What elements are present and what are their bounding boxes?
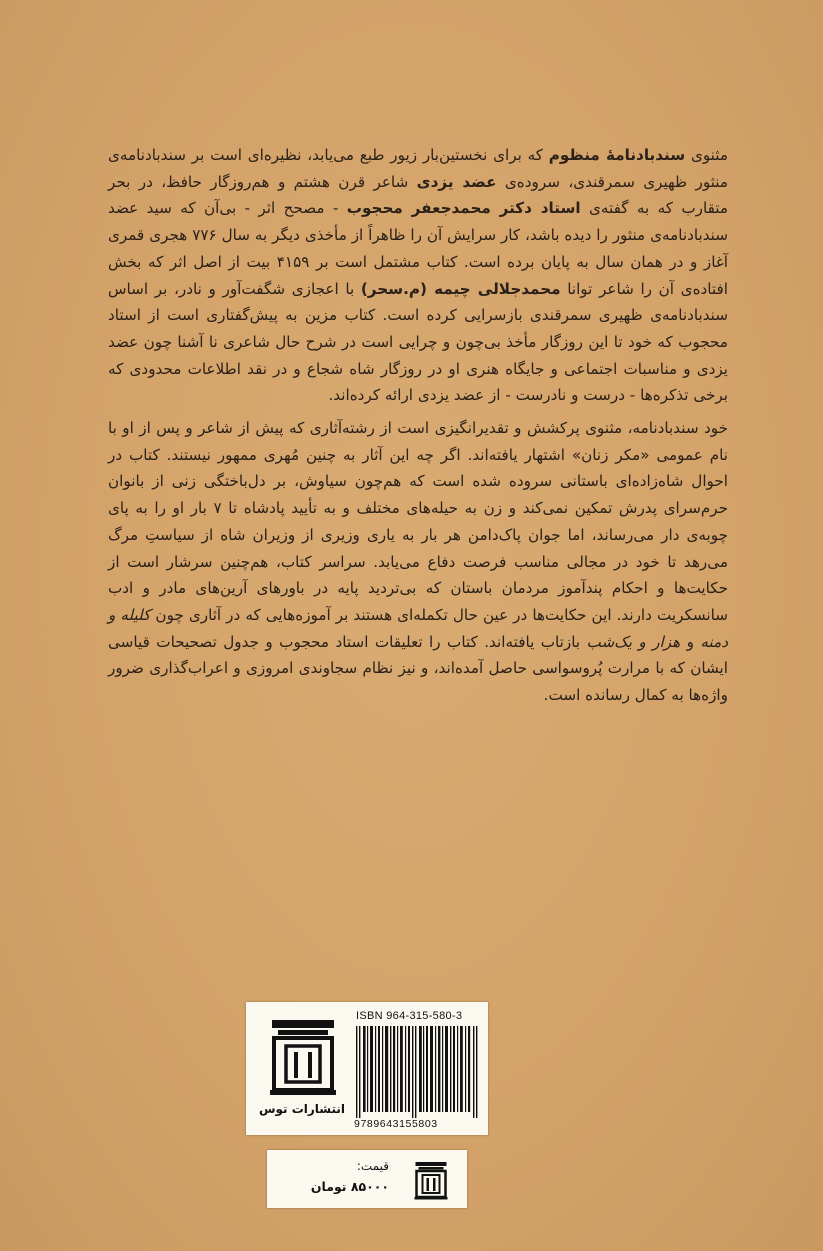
blurb-text: - مصحح اثر - بی‌آن که سید عضد سندبادنامه‌ی منثور را دیده باشد، کار سرایش آن را ظاهراً از مأخذی دیگر به سال ۷۷۶ هجری قمری آغاز و در همان سال به پایان برده است. کتاب مشتمل است بر ۴۱۵۹ بیت از اصل اثر که بخش افتاده‌ی آن را شاعر توانا <box>108 199 728 298</box>
price-label: قیمت: <box>356 1159 389 1173</box>
price-sticker <box>267 1150 467 1208</box>
barcode-icon <box>354 1026 480 1118</box>
isbn-number: ISBN 964-315-580-3 <box>356 1010 463 1022</box>
barcode-digits: 9789643155803 <box>354 1118 438 1130</box>
blurb-paragraph-2 <box>108 415 728 709</box>
publisher-name: انتشارات توس <box>258 1102 346 1116</box>
isbn-sticker <box>246 1002 488 1135</box>
blurb-text: خود سندبادنامه، مثنوی پرکشش و تقدیرانگیزی است از رشته‌آثاری که پیش از شاعر و پس از او با نام عمومی «مکر زنان» اشتهار یافته‌اند. اگر چه این آثار به چنین مُهری ممهور نیستند. کتاب در احوال شاه‌زاده‌ای باستانی سروده شده است که هم‌چون سیاوش، بر دل‌باختگی زنی از بانوان حرم‌سرای پدرش تمکین نمی‌کند و زن به حیله‌های مختلف و به تأیید پادشاه تا ۷ بار او را به پای چوبه‌ی دار می‌رساند، اما جوان پاک‌دامن هر بار به یاری وزیری از وزیران شاه از سیاستِ مرگ می‌رهد تا خود در مجالی مناسب فرصت دفاع می‌یابد. سراسر کتاب، هم‌چنین سرشار است از حکایت‌ها و احکام پندآموز مردمان باستان که بی‌تردید پایه در باورهای آرین‌های مادر و ادب سانسکریت دارند. این حکایت‌ها در عین حال تکمله‌ای هستند بر آموزه‌هایی که در آثاری چون <box>108 419 728 624</box>
blurb-bold-title: سندبادنامهٔ منظوم <box>548 146 686 164</box>
blurb-bold-editor: استاد دکتر محمدجعفر محجوب <box>346 199 581 218</box>
price-value: ۸۵۰۰۰ تومان <box>310 1179 389 1194</box>
blurb-italic-work: کلیله و دمنه <box>108 605 728 651</box>
blurb-text: بازتاب یافته‌اند. کتاب را تعلیقات استاد محجوب و جدول تصحیحات قیاسی ایشان که با مرارت پُروسواسی حاصل آمده‌اند، و نیز نظام سجاوندی امروزی و اعراب‌گذاری ضرور واژه‌ها به کمال رسانده است. <box>108 632 728 705</box>
publisher-building-logo-icon <box>411 1160 451 1200</box>
blurb-text: مثنوی <box>685 146 728 164</box>
blurb-italic-work: هزار و یک‌شب <box>586 632 681 651</box>
blurb-text: شاعر قرن هشتم و هم‌روزگار حافظ، در بحر متقارب که به گفته‌ی <box>108 172 728 218</box>
blurb-text: که برای نخستین‌بار زیور طبع می‌یابد، نظیره‌ای است بر سندبادنامه‌ی منثور ظهیری سمرقندی، سروده‌ی <box>108 146 728 191</box>
back-cover-blurb <box>108 142 728 709</box>
blurb-bold-poet2: محمدجلالی چیمه (م.سحر) <box>360 279 561 298</box>
blurb-paragraph-1 <box>108 142 728 409</box>
blurb-text: و <box>680 632 701 651</box>
blurb-bold-poet: عضد یزدی <box>416 172 497 191</box>
blurb-text: با اعجازی شگفت‌آور و نادر، بر اساس سندبادنامه‌ی ظهیری سمرقندی بازسرایی کرده است. کتاب مزین به پیش‌گفتاری است از استاد محجوب که خود تا این روزگار مأخذ بی‌چون و چرایی است در شرح حال شاعری نا آشنا چون عضد یزدی و مناسبات اجتماعی و جایگاه هنری او در روزگار شاه شجاع و در نقد اطلاعات محدودی که برخی تذکره‌ها - درست و نادرست - از عضد یزدی ارائه کرده‌اند. <box>108 279 728 405</box>
publisher-building-logo-icon <box>268 1016 338 1096</box>
